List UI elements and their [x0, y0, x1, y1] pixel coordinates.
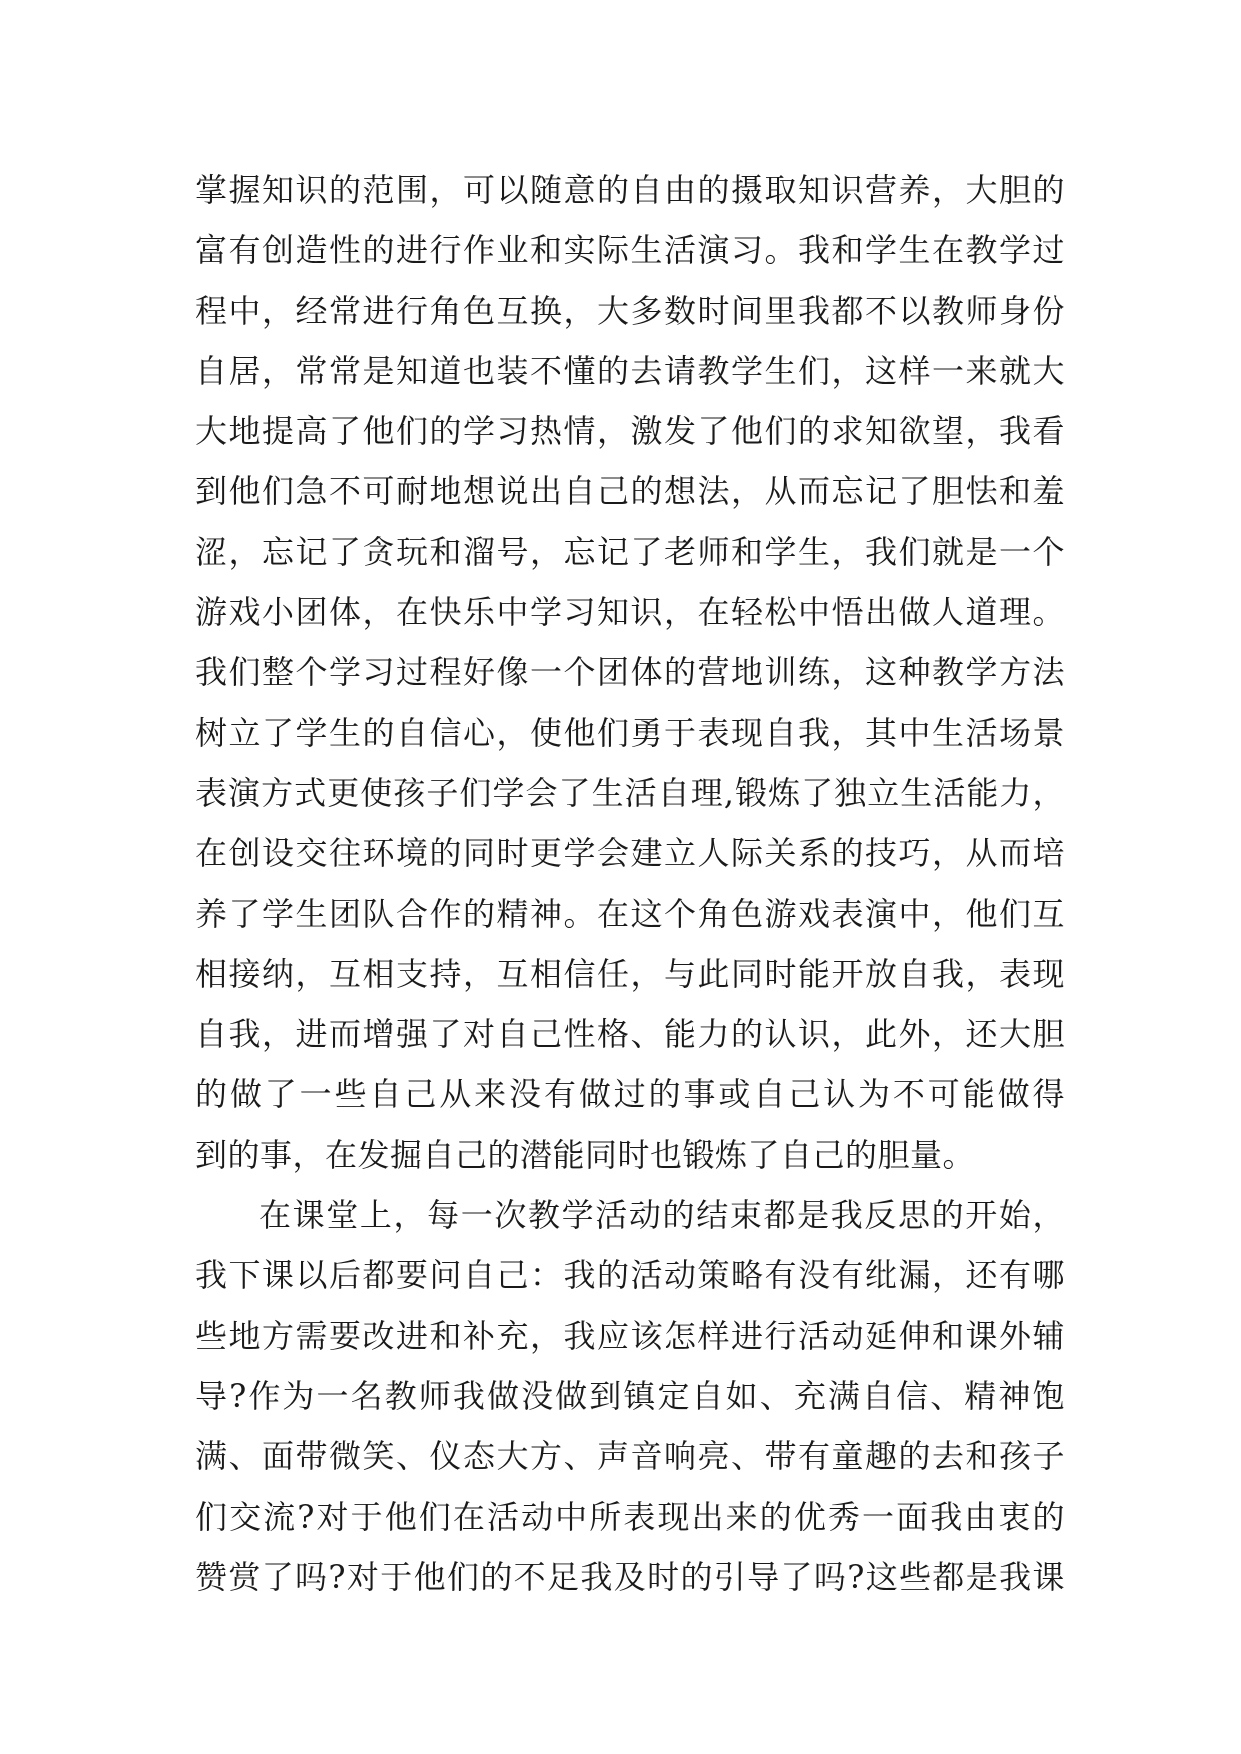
- text-line: 我下课以后都要问自己：我的活动策略有没有纰漏，还有哪: [195, 1256, 1065, 1295]
- text-line: 表演方式更使孩子们学会了生活自理,锻炼了独立生活能力，: [195, 773, 1065, 812]
- text-line: 自我，进而增强了对自己性格、能力的认识，此外，还大胆: [195, 1015, 1065, 1054]
- text-line: 满、面带微笑、仪态大方、声音响亮、带有童趣的去和孩子: [195, 1437, 1065, 1476]
- text-line: 树立了学生的自信心，使他们勇于表现自我，其中生活场景: [195, 713, 1065, 752]
- text-line: 富有创造性的进行作业和实际生活演习。我和学生在教学过: [195, 231, 1065, 270]
- text-line: 养了学生团队合作的精神。在这个角色游戏表演中，他们互: [195, 894, 1065, 933]
- text-line: 相接纳，互相支持，互相信任，与此同时能开放自我，表现: [195, 954, 1065, 993]
- text-line: 程中，经常进行角色互换，大多数时间里我都不以教师身份: [195, 291, 1065, 330]
- text-line: 大地提高了他们的学习热情，激发了他们的求知欲望，我看: [195, 412, 1065, 451]
- text-line: 掌握知识的范围，可以随意的自由的摄取知识营养，大胆的: [195, 171, 1065, 209]
- body-text: [195, 160, 1065, 1607]
- text-line: 导?作为一名教师我做没做到镇定自如、充满自信、精神饱: [195, 1376, 1065, 1415]
- text-line: 在课堂上，每一次教学活动的结束都是我反思的开始，: [259, 1196, 1065, 1235]
- paragraph-2: [195, 1185, 1065, 1607]
- text-line: 涩，忘记了贪玩和溜号，忘记了老师和学生，我们就是一个: [195, 532, 1065, 571]
- text-line: 们交流?对于他们在活动中所表现出来的优秀一面我由衷的: [195, 1497, 1065, 1536]
- text-line: 自居，常常是知道也装不懂的去请教学生们，这样一来就大: [195, 351, 1065, 390]
- text-line: 我们整个学习过程好像一个团体的营地训练，这种教学方法: [195, 653, 1065, 692]
- text-line: 到的事，在发掘自己的潜能同时也锻炼了自己的胆量。: [195, 1135, 976, 1174]
- text-line: 的做了一些自己从来没有做过的事或自己认为不可能做得: [195, 1075, 1065, 1114]
- text-line: 些地方需要改进和补充，我应该怎样进行活动延伸和课外辅: [195, 1316, 1065, 1355]
- paragraph-1: [195, 160, 1065, 1185]
- text-line: 游戏小团体，在快乐中学习知识，在轻松中悟出做人道理。: [195, 593, 1065, 632]
- text-line: 在创设交往环境的同时更学会建立人际关系的技巧，从而培: [195, 834, 1065, 873]
- text-line: 到他们急不可耐地想说出自己的想法，从而忘记了胆怯和羞: [195, 472, 1065, 511]
- text-line: 赞赏了吗?对于他们的不足我及时的引导了吗?这些都是我课: [195, 1557, 1065, 1596]
